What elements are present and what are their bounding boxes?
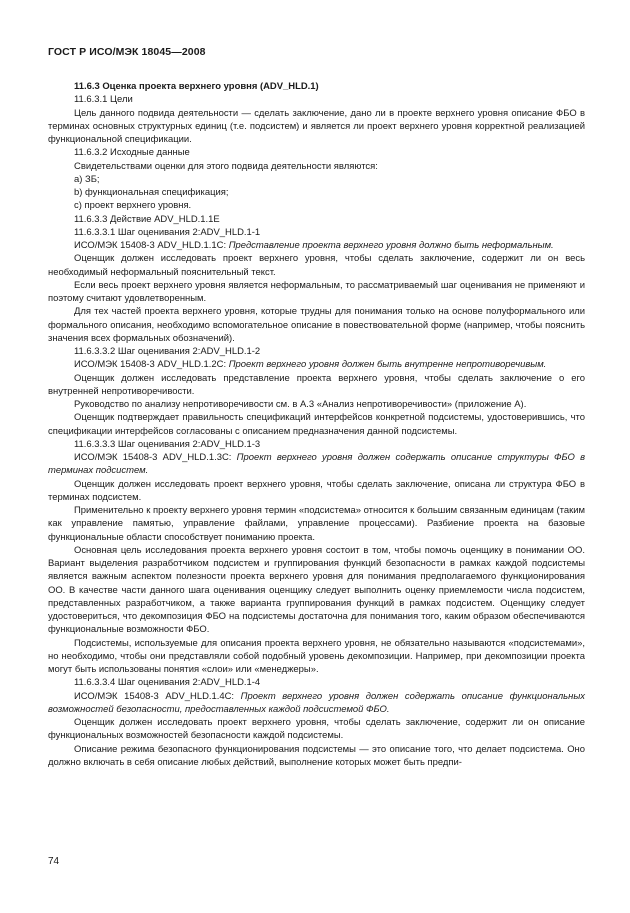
body-paragraph: 11.6.3.3.1 Шаг оценивания 2:ADV_HLD.1-1 <box>74 226 261 238</box>
requirement-reference: ИСО/МЭК 15408-3 ADV_HLD.1.3C: <box>74 452 237 463</box>
body-paragraph: Оценщик должен исследовать проект верхнего уровня, чтобы сделать заключение, описана ли структура ФБО в терминах подсистем. <box>48 478 585 503</box>
body-paragraph: Для тех частей проекта верхнего уровня, которые трудны для понимания только на основе полуформального или формального описания, необходимо вспомогательное описание в повествовательной форме (например, чтобы пояснить значения всех формальных обозначений). <box>48 306 585 344</box>
body-paragraph: 11.6.3.2 Исходные данные <box>74 147 190 159</box>
requirement-reference: ИСО/МЭК 15408-3 ADV_HLD.1.1C: <box>74 240 229 251</box>
body-paragraph: 11.6.3.3.4 Шаг оценивания 2:ADV_HLD.1-4 <box>74 677 261 689</box>
body-paragraph: 11.6.3.3.2 Шаг оценивания 2:ADV_HLD.1-2 <box>74 346 261 357</box>
requirement-paragraph <box>48 358 585 371</box>
list-item: a) ЗБ; <box>74 173 100 185</box>
requirement-text: Представление проекта верхнего уровня должно быть неформальным. <box>228 240 554 251</box>
body-paragraph: Оценщик подтверждает правильность спецификаций интерфейсов конкретной подсистемы, удостоверившись, что спецификации интерфейсов согласованы с описанием предназначения данной подсистемы. <box>48 412 585 437</box>
body-paragraph: Подсистемы, используемые для описания проекта верхнего уровня, не обязательно называются «подсистемами», но необходимо, чтобы они представляли собой подобный уровень декомпозиции. Например, при декомпозиции проекта могут быть использованы понятия «слои» или «менеджеры». <box>48 637 585 675</box>
requirement-text: Проект верхнего уровня должен содержать описание функциональных возможностей безопасности, предоставленных каждой подсистемой ФБО. <box>48 690 585 715</box>
body-paragraph: Описание режима безопасного функционирования подсистемы — это описание того, что делает подсистема. Оно должно включать в себя описание любых действий, выполнение которых может быть предпи- <box>48 743 585 768</box>
body-paragraph: Оценщик должен исследовать представление проекта верхнего уровня, чтобы сделать заключение о его внутренней непротиворечивости. <box>48 372 585 397</box>
body-paragraph: 11.6.3.1 Цели <box>74 94 133 106</box>
body-paragraph: 11.6.3.3 Действие ADV_HLD.1.1Е <box>74 213 220 225</box>
body-paragraph: Цель данного подвида деятельности — сделать заключение, дано ли в проекте верхнего уровня описание ФБО в терминах основных структурных единиц (т.е. подсистем) и является ли проект верхнего уровня корректной реализацией функциональной спецификации. <box>48 107 585 145</box>
document-code-header: ГОСТ Р ИСО/МЭК 18045—2008 <box>48 46 206 58</box>
body-paragraph: Применительно к проекту верхнего уровня термин «подсистема» относится к большим связанным единицам (таким как управление памятью, управление файлами, управление процессами). Разбиение проекта на базовые функциональные области способствует пониманию проекта. <box>48 505 585 543</box>
requirement-text: Проект верхнего уровня должен содержать описание структуры ФБО в терминах подсистем. <box>48 452 586 477</box>
body-paragraph: Свидетельствами оценки для этого подвида деятельности являются: <box>74 160 378 172</box>
body-paragraph: Руководство по анализу непротиворечивости см. в А.3 «Анализ непротиворечивости» (приложение А). <box>74 399 527 410</box>
requirement-paragraph <box>48 239 585 252</box>
requirement-paragraph <box>48 690 585 717</box>
document-body <box>48 80 585 769</box>
body-paragraph: 11.6.3.3.3 Шаг оценивания 2:ADV_HLD.1-3 <box>74 438 261 450</box>
section-heading: 11.6.3 Оценка проекта верхнего уровня (ADV_HLD.1) <box>74 81 319 92</box>
list-item: b) функциональная спецификация; <box>74 187 229 198</box>
requirement-text: Проект верхнего уровня должен быть внутренне непротиворечивым. <box>228 359 547 371</box>
body-paragraph: Если весь проект верхнего уровня является неформальным, то рассматриваемый шаг оценивания не применяют и поэтому считают удовлетворенным. <box>48 279 585 304</box>
page-number: 74 <box>48 856 60 867</box>
body-paragraph: Оценщик должен исследовать проект верхнего уровня, чтобы сделать заключение, содержит ли он весь необходимый неформальный пояснительный текст. <box>48 253 585 278</box>
list-item: c) проект верхнего уровня. <box>74 200 192 212</box>
requirement-paragraph <box>48 451 585 478</box>
body-paragraph: Основная цель исследования проекта верхнего уровня состоит в том, чтобы помочь оценщику в понимании ОО. Вариант выделения разработчиком подсистем и группирования функций безопасности в рамках каждой подсистемы является важным аспектом полезности проекта верхнего уровня для понимания предполагаемого функционирования ОО. В качестве части данного шага оценивания оценщику следует выполнить оценку приемлемости числа подсистем, представленных разработчиком, а также варианта группирования функций в рамках подсистем. Оценщику следует удостовериться, что декомпозиция ФБО на подсистемы достаточна для понимания того, каким образом обеспечиваются функциональные возможности ФБО. <box>48 544 585 636</box>
body-paragraph: Оценщик должен исследовать проект верхнего уровня, чтобы сделать заключение, содержит ли он описание функциональных возможностей безопасности каждой подсистемы. <box>48 717 585 742</box>
requirement-reference: ИСО/МЭК 15408-3 ADV_HLD.1.2C: <box>74 359 229 371</box>
requirement-reference: ИСО/МЭК 15408-3 ADV_HLD.1.4C: <box>74 690 241 702</box>
